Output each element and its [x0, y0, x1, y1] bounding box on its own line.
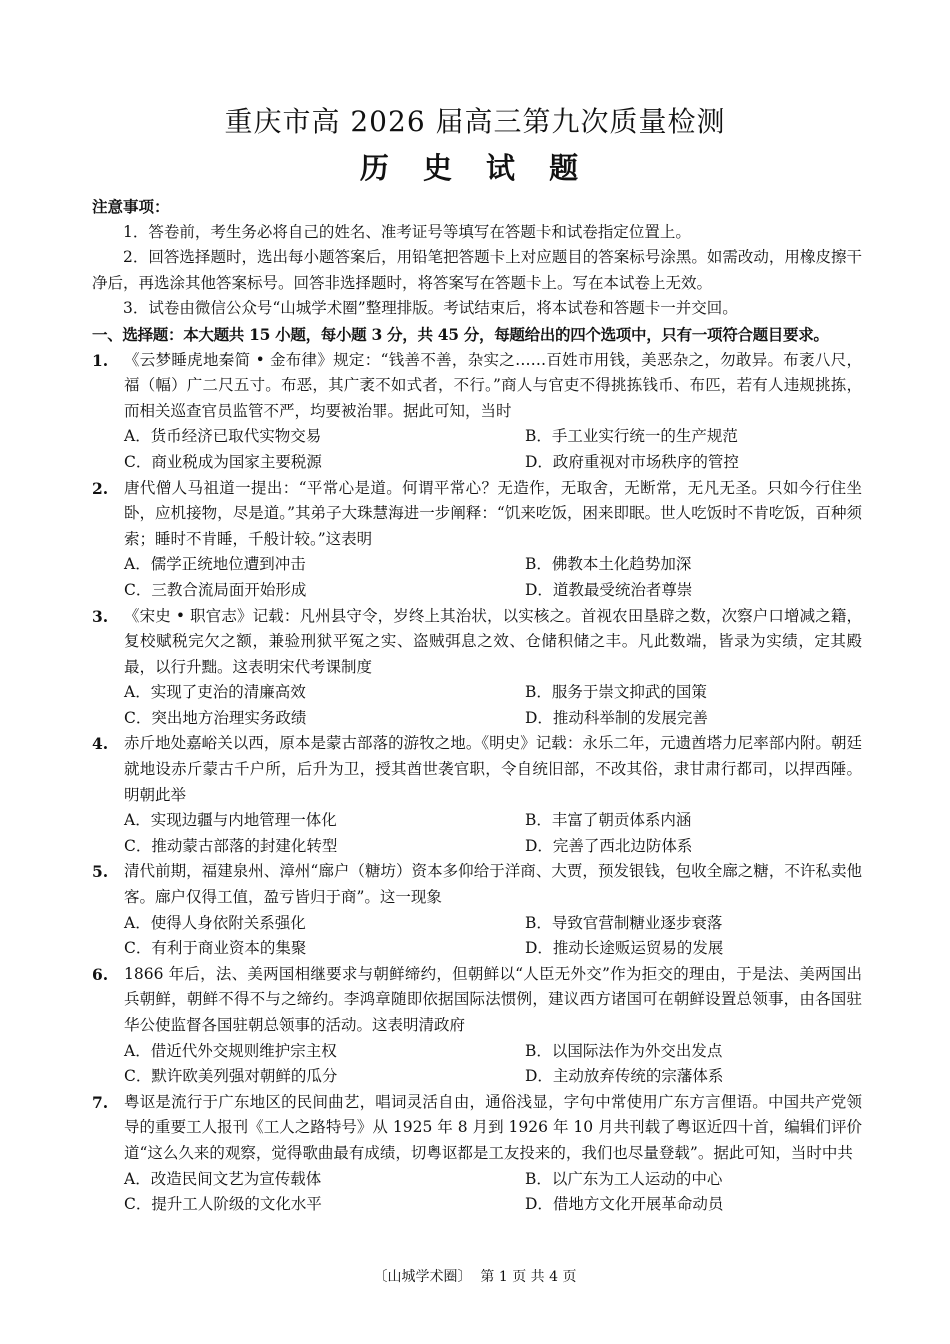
note-item: 3．试卷由微信公众号“山城学术圈”整理排版。考试结束后，将本试卷和答题卡一并交回。 [123, 299, 738, 318]
question-number: 4. [92, 734, 109, 754]
question-options [92, 424, 862, 475]
option-a: A．实现边疆与内地管理一体化 [124, 811, 337, 830]
option-d: D．道教最受统治者尊崇 [525, 580, 693, 599]
question-stem: 1866 年后，法、美两国相继要求与朝鲜缔约，但朝鲜以“人臣无外交”作为拒交的理由，于是法、美两国出兵朝鲜，朝鲜不得不与之缔约。李鸿章随即依据国际法惯例，建议西方诸国可在朝鲜设置总领事，由各国驻华公使监督各国驻朝总领事的活动。这表明清政府 [124, 964, 862, 1034]
option-b: B．丰富了朝贡体系内涵 [525, 811, 692, 830]
question-number: 5. [92, 862, 109, 882]
option-d: D．政府重视对市场秩序的管控 [525, 452, 739, 471]
note-item: 1．答卷前，考生务必将自己的姓名、准考证号等填写在答题卡和试卷指定位置上。 [123, 222, 691, 241]
question [92, 962, 862, 1039]
option-b: B．以国际法作为外交出发点 [525, 1041, 723, 1060]
option-c: C．默许欧美列强对朝鲜的瓜分 [124, 1067, 338, 1086]
option-a: A．儒学正统地位遭到冲击 [124, 555, 306, 574]
option-a: A．借近代外交规则维护宗主权 [124, 1041, 337, 1060]
question-number: 1. [92, 350, 109, 370]
option-a: A．使得人身依附关系强化 [124, 913, 306, 932]
question-number: 2. [92, 478, 109, 498]
option-c: C．推动蒙古部落的封建化转型 [124, 836, 338, 855]
option-b: B．手工业实行统一的生产规范 [525, 427, 738, 446]
question-stem: 唐代僧人马祖道一提出：“平常心是道。何谓平常心？无造作，无取舍，无断常，无凡无圣。只如今行住坐卧，应机接物，尽是道。”其弟子大珠慧海进一步阐释：“饥来吃饭，困来即眠。世人吃饭时不肯吃饭，百种须索；睡时不肯睡，千般计较。”这表明 [124, 478, 862, 548]
question [92, 859, 862, 910]
question-options [92, 1039, 862, 1090]
page-footer: 〔山城学术圈〕 第 1 页 共 4 页 [373, 1269, 577, 1285]
section-heading: 一、选择题：本大题共 15 小题，每小题 3 分，共 45 分，每题给出的四个选项中，只有一项符合题目要求。 [92, 324, 829, 344]
question-number: 6. [92, 964, 109, 984]
option-b: B．服务于崇文抑武的国策 [525, 683, 707, 702]
option-b: B．佛教本土化趋势加深 [525, 555, 692, 574]
option-a: A．实现了吏治的清廉高效 [124, 683, 306, 702]
question-number: 7. [92, 1092, 109, 1112]
option-d: D．推动科举制的发展完善 [525, 708, 708, 727]
option-c: C．商业税成为国家主要税源 [124, 452, 322, 471]
option-a: A．改造民间文艺为宣传载体 [124, 1169, 322, 1188]
question-stem: 清代前期，福建泉州、漳州“廍户（糖坊）资本多仰给于洋商、大贾，预发银钱，包收全廍之糖，不许私卖他客。廍户仅得工值，盈亏皆归于商”。这一现象 [124, 862, 862, 907]
option-c: C．提升工人阶级的文化水平 [124, 1195, 322, 1214]
option-a: A．货币经济已取代实物交易 [124, 427, 322, 446]
question [92, 1090, 862, 1167]
question [92, 476, 862, 553]
question-stem: 粤讴是流行于广东地区的民间曲艺，唱词灵活自由，通俗浅显，字句中常使用广东方言俚语。中国共产党领导的重要工人报刊《工人之路特号》从 1925 年 8 月到 1926 年 10 月共刊载了粤讴近四十首，编辑们评价道“这么久来的观察，觉得歌曲最有成绩，切粤讴都是工友投来的，我们也尽量登载”。据此可知，当时中共 [124, 1092, 862, 1162]
option-d: D．借地方文化开展革命动员 [525, 1195, 724, 1214]
option-d: D．推动长途贩运贸易的发展 [525, 939, 724, 958]
option-c: C．突出地方治理实务政绩 [124, 708, 307, 727]
question-stem: 《宋史 • 职官志》记载：凡州县守令，岁终上其治状，以实核之。首视农田垦辟之数，次察户口增减之籍，复校赋税完欠之额，兼验刑狱平冤之实、盗贼弭息之效、仓储积储之丰。凡此数端，皆录为实绩，定其殿最，以行升黜。这表明宋代考课制度 [124, 606, 862, 676]
note-item: 2．回答选择题时，选出每小题答案后，用铅笔把答题卡上对应题目的答案标号涂黑。如需改动，用橡皮擦干净后，再选涂其他答案标号。回答非选择题时，将答案写在答题卡上。写在本试卷上无效。 [92, 248, 862, 292]
question [92, 604, 862, 681]
question-stem: 赤斤地处嘉峪关以西，原本是蒙古部落的游牧之地。《明史》记载：永乐二年，元遗酋塔力尼率部内附。朝廷就地设赤斤蒙古千户所，后升为卫，授其酋世袭官职，令自统旧部，不改其俗，隶甘肃行都司，以捍西陲。明朝此举 [124, 734, 862, 804]
notes-heading: 注意事项： [92, 197, 170, 216]
page-subtitle: 历 史 试 题 [359, 151, 591, 185]
question-options [92, 1167, 862, 1218]
question-stem: 《云梦睡虎地秦简 • 金布律》规定：“钱善不善，杂实之……百姓市用钱，美恶杂之，勿敢异。布袤八尺，福（幅）广二尺五寸。布恶，其广袤不如式者，不行。”商人与官吏不得挑拣钱币、布匹，若有人违规挑拣，而相关巡查官员监管不严，均要被治罪。据此可知，当时 [124, 350, 862, 420]
exam-content [92, 194, 862, 1218]
option-b: B．导致官营制糖业逐步衰落 [525, 913, 723, 932]
option-c: C．有利于商业资本的集聚 [124, 939, 307, 958]
question-options [92, 552, 862, 603]
option-d: D．主动放弃传统的宗藩体系 [525, 1067, 724, 1086]
question-number: 3. [92, 606, 109, 626]
option-b: B．以广东为工人运动的中心 [525, 1169, 723, 1188]
question-options [92, 808, 862, 859]
question-options [92, 911, 862, 962]
option-d: D．完善了西北边防体系 [525, 836, 693, 855]
question [92, 348, 862, 425]
question [92, 731, 862, 808]
page-title: 重庆市高 2026 届高三第九次质量检测 [224, 105, 726, 138]
option-c: C．三教合流局面开始形成 [124, 580, 307, 599]
question-options [92, 680, 862, 731]
